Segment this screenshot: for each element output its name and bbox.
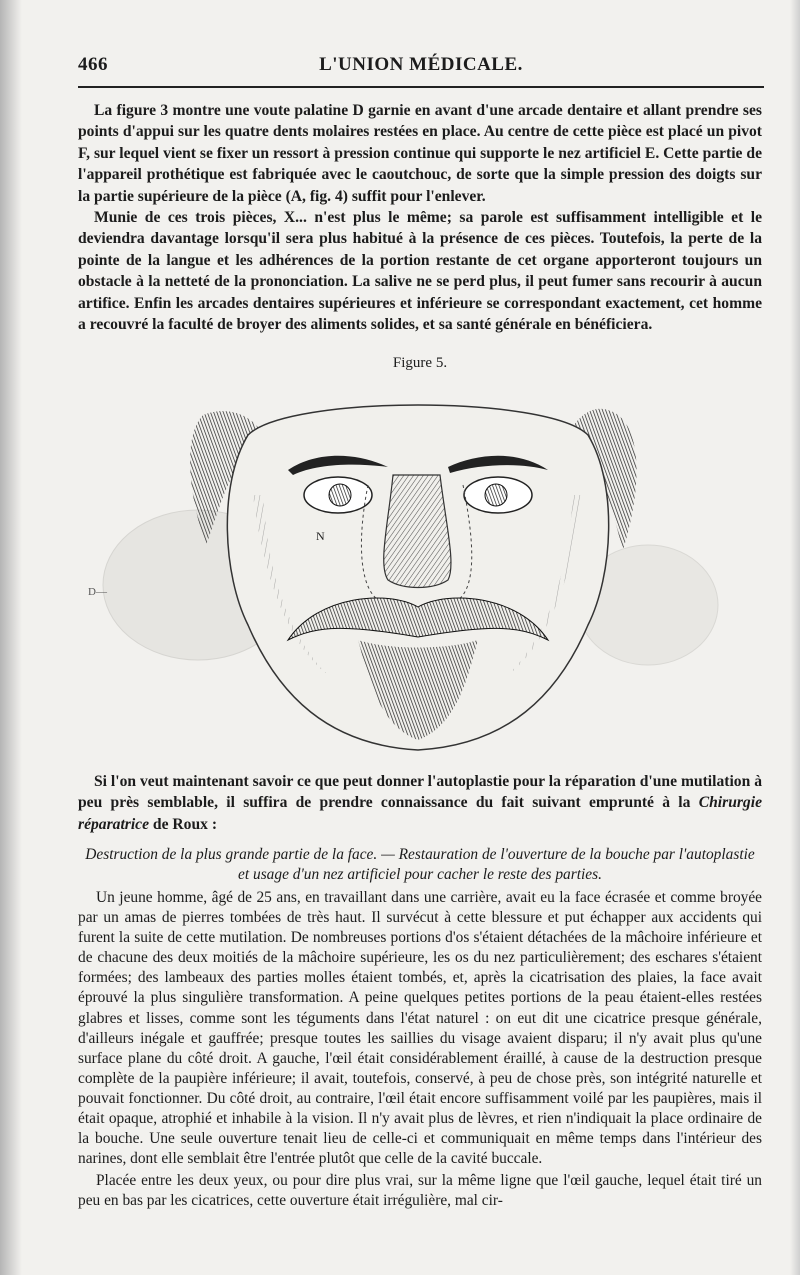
paragraph-figure-3: La figure 3 montre une voute palatine D garnie en avant d'une arcade dentaire et allant prendre ses points d'appui sur les quatre dents molaires restées en place. Au centre de cette pièce est placé un pivot F, sur lequel vient se fixer un ressort à pression continue qui supporte le nez artificiel E. Cette partie de l'appareil prothétique est fabriquée avec le caoutchouc, de sorte que la simple pression des doigts sur la partie supérieure de la pièce (A, fig. 4) suffit pour l'enlever.	[78, 102, 762, 205]
figure-caption: Figure 5.	[392, 355, 448, 371]
pupil-left	[329, 484, 351, 506]
face-engraving-illustration	[88, 375, 728, 765]
figure-5-engraving	[88, 375, 728, 765]
mid-text-block	[78, 771, 762, 835]
book-title-italic: Chirurgie réparatrice	[78, 794, 762, 833]
pupil-right	[485, 484, 507, 506]
artificial-nose	[384, 475, 451, 588]
top-text-block	[78, 100, 762, 335]
paragraph-jeune-homme: Un jeune homme, âgé de 25 ans, en travaillant dans une carrière, avait eu la face écrasée et comme broyée par un amas de pierres tombées de très haut. Il survécut à cette blessure et put échapper aux accidents qui furent la suite de cette mutilation. De nombreuses portions d'os s'étaient détachées de la mâchoire inférieure et de chacune des deux moitiés de la mâchoire supérieure, les os du nez particulièrement; des eschares s'étaient formées; des lambeaux des parties molles étaient tombés, et, après la cicatrisation des plaies, la face avait éprouvé la plus singulière transformation. A peine quelques petites portions de la peau étaient-elles restées glabres et lisses, comme sont les téguments dans l'état naturel : on eut dit une cicatrice presque générale, d'ailleurs inégale et gauffrée; presque toutes les saillies du visage avaient disparu; il n'y avait plus qu'une surface plane du côté droit. A gauche, l'œil était considérablement éraillé, à cause de la destruction presque complète de la paupière inférieure; il avait, toutefois, conservé, à peu de chose près, son intégrité naturelle et pouvait fonctionner. Du côté droit, au contraire, l'œil était encore suffisamment voilé par les paupières, mais il était opaque, atrophié et inhabile à la vision. Il n'y avait plus de lèvres, et rien n'indiquait la place ordinaire de la bouche. Une seule ouverture tenait lieu de celle-ci et communiquait en même temps dans l'intérieur des narines, dont elle semblait être l'entrée plutôt que celle de la cavité buccale.	[78, 889, 762, 1168]
paragraph-autoplastie-end: de Roux :	[149, 815, 218, 833]
running-title: L'UNION MÉDICALE.	[319, 54, 523, 75]
figure-label-n: N	[316, 529, 325, 543]
paragraph-placee: Placée entre les deux yeux, ou pour dire plus vrai, sur la même ligne que l'œil gauche, lequel était tiré un peu en bas par les cicatrices, cette ouverture était irrégulière, mal cir-	[78, 1172, 762, 1210]
paragraph-autoplastie-text: Si l'on veut maintenant savoir ce que peut donner l'autoplastie pour la réparation d'une mutilation à peu près semblable, il suffira de prendre connaissance du fait suivant emprunté à la	[78, 773, 762, 812]
section-title: Destruction de la plus grande partie de la face. — Restauration de l'ouverture de la bouche par l'autoplastie et usage d'un nez artificiel pour cacher le reste des parties.	[85, 846, 755, 883]
paragraph-munie: Munie de ces trois pièces, X... n'est plus le même; sa parole est suffisamment intelligible et le deviendra davantage lorsqu'il sera plus habitué à la présence de ces pièces. Toutefois, la perte de la pointe de la langue et les adhérences de la portion restante de cet organe apporteront toujours un obstacle à la netteté de la prononciation. La salive ne se perd plus, il peut fumer sans recourir à aucun artifice. Enfin les arcades dentaires supérieures et inférieure se correspondant exactement, cet homme a recouvré la faculté de broyer des aliments solides, et sa santé générale en bénéficiera.	[78, 209, 762, 334]
page-header	[78, 54, 764, 80]
page-number: 466	[78, 54, 108, 75]
figure-label-d: D—	[88, 586, 107, 598]
page-gutter-shadow	[0, 0, 22, 1275]
body-text-block	[78, 888, 762, 1212]
paragraph-autoplastie	[78, 771, 762, 835]
header-rule	[78, 86, 764, 88]
page-edge-shadow	[790, 0, 800, 1275]
